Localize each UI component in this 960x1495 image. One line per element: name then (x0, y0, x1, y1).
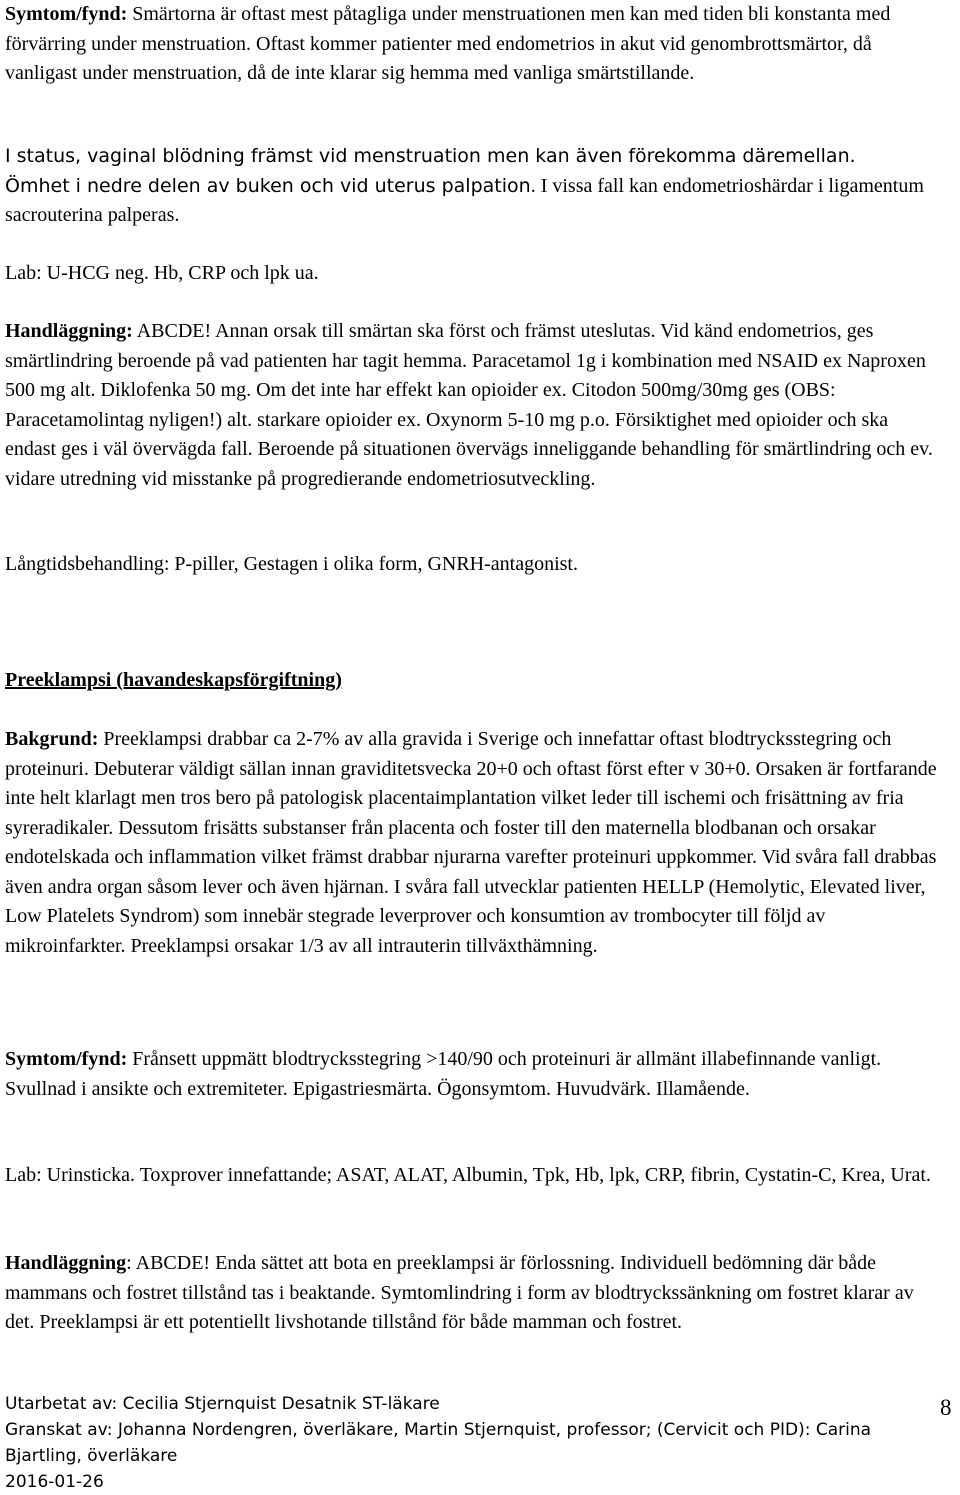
footer-author: Utarbetat av: Cecilia Stjernquist Desatnik ST-läkare (5, 1394, 440, 1414)
endometrios-symptom-paragraph (5, 0, 943, 89)
lab-text: Lab: Urinsticka. Toxprover innefattande; ASAT, ALAT, Albumin, Tpk, Hb, lpk, CRP, fibrin, Cystatin-C, Krea, Urat. (5, 1164, 931, 1186)
footer-date: 2016-01-26 (5, 1472, 104, 1492)
handling-text: ABCDE! Annan orsak till smärtan ska först och främst uteslutas. Vid känd endometrios, ges smärtlindring beroende på vad patienten har tagit hemma. Paracetamol 1g i kombination med NSAID ex Naproxen 500 mg alt. Diklofenka 50 mg. Om det inte har effekt kan opioider ex. Citodon 500mg/30mg ges (OBS: Paracetamolintag nyligen!) alt. starkare opioider ex. Oxynorm 5-10 mg p.o. Försiktighet med opioider och ska endast ges i väl övervägda fall. Beroende på situationen övervägs inneliggande behandling för smärtlindring och ev. vidare utredning vid misstanke på progredierande endometriosutveckling. (5, 320, 933, 490)
preeklampsi-heading (5, 666, 943, 696)
background-text: Preeklampsi drabbar ca 2-7% av alla gravida i Sverige och innefattar oftast blodtrycksstegring och proteinuri. Debuterar väldigt sällan innan graviditetsvecka 20+0 och oftast först efter v 30+0. Orsaken är fortfarande inte helt klarlagt men tros bero på patologisk placentaimplantation vilket leder till ischemi och frisättning av fria syreradikaler. Dessutom frisätts substanser från placenta och foster till den maternella blodbanan och orsakar endotelskada och inflammation vilket främst drabbar njurarna varefter proteinuri uppkommer. Vid svåra fall drabbas även andra organ såsom lever och även hjärnan. I svåra fall utvecklar patienten HELLP (Hemolytic, Elevated liver, Low Platelets Syndrom) som innebär stegrade leverprover och konsumtion av trombocyter till följd av mikroinfarkter. Preeklampsi orsakar 1/3 av all intrauterin tillväxthämning. (5, 728, 937, 957)
page-number: 8 (940, 1395, 952, 1420)
status-rest: . I vissa fall kan endometrioshärdar i ligamentum sacrouterina palperas. (5, 174, 924, 226)
symptom-text: Smärtorna är oftast mest påtagliga under menstruationen men kan med tiden bli konstanta med förvärring under menstruation. Oftast kommer patienter med endometrios in akut vid genombrottsmärtor, då vanligast under menstruation, då de inte klarar sig hemma med vanliga smärtstillande. (5, 3, 891, 84)
footer-reviewers-cont: Bjartling, överläkare (5, 1446, 178, 1466)
page-footer (5, 1391, 960, 1495)
lab-paragraph (5, 259, 943, 289)
handling-label: Handläggning (5, 1252, 127, 1274)
preeklampsi-lab-paragraph (5, 1161, 943, 1191)
longterm-text: Långtidsbehandling: P-piller, Gestagen i olika form, GNRH-antagonist. (5, 553, 578, 575)
symptom-text: Frånsett uppmätt blodtrycksstegring >140/90 och proteinuri är allmänt illabefinnande vanligt. Svullnad i ansikte och extremiteter. Epigastriesmärta. Ögonsymtom. Huvudvärk. Illamående. (5, 1048, 882, 1100)
status-line-2: Ömhet i nedre delen av buken och vid uterus palpation (5, 174, 531, 197)
longterm-paragraph (5, 550, 943, 580)
lab-text: Lab: U-HCG neg. Hb, CRP och lpk ua. (5, 262, 319, 284)
background-label: Bakgrund: (5, 728, 99, 750)
preeklampsi-handling-paragraph (5, 1249, 943, 1338)
symptom-label: Symtom/fynd: (5, 1048, 128, 1070)
symptom-label: Symtom/fynd: (5, 3, 128, 25)
section-heading: Preeklampsi (havandeskapsförgiftning) (5, 669, 342, 691)
footer-reviewers: Granskat av: Johanna Nordengren, överläkare, Martin Stjernquist, professor; (Cervicit och PID): Carina (5, 1420, 872, 1440)
handling-text: : ABCDE! Enda sättet att bota en preeklampsi är förlossning. Individuell bedömning där både mammans och fostret tillstånd tas i beaktande. Symtomlindring i form av blodtryckssänkning om fostret klarar av det. Preeklampsi är ett potentiellt livshotande tillstånd för både mamman och fostret. (5, 1252, 914, 1333)
status-paragraph (5, 142, 943, 231)
preeklampsi-symptom-paragraph (5, 1045, 943, 1104)
handling-label: Handläggning: (5, 320, 133, 342)
status-line-1: I status, vaginal blödning främst vid menstruation men kan även förekomma däremellan. (5, 145, 856, 167)
handling-paragraph (5, 317, 943, 494)
background-paragraph (5, 725, 943, 961)
